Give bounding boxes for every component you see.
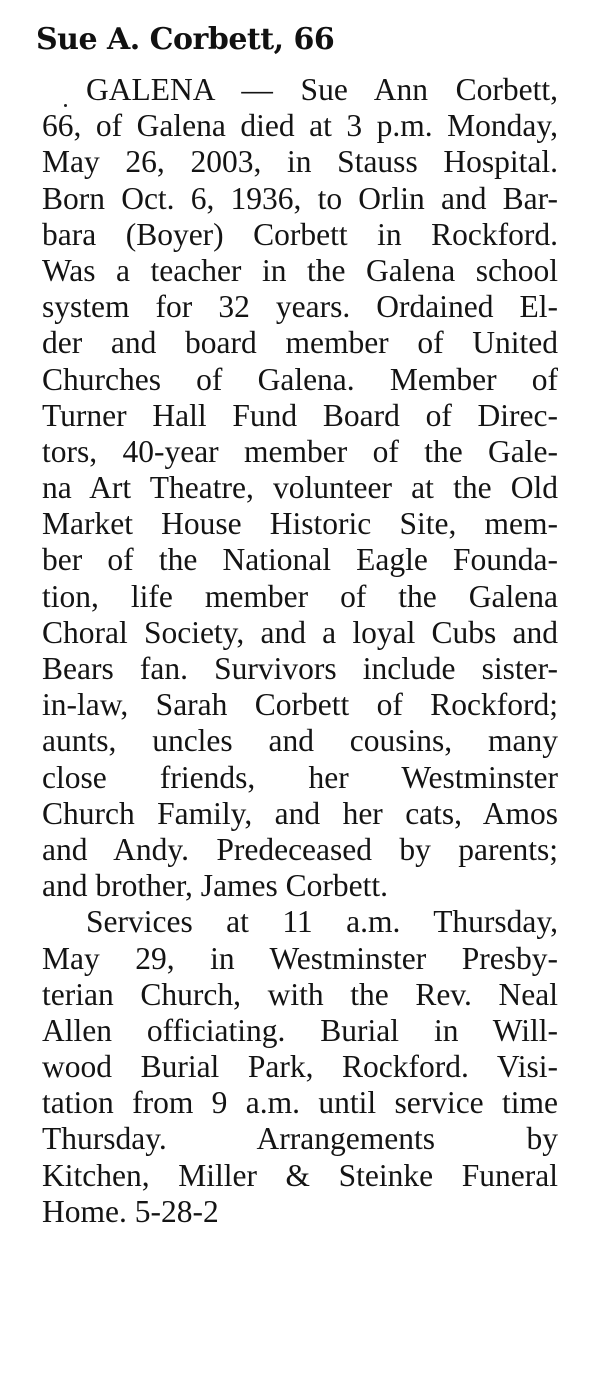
paragraph-line: tors, 40-year member of the Gale- xyxy=(42,433,558,469)
paragraph-line: and Andy. Predeceased by parents; xyxy=(42,831,558,867)
paragraph-line: na Art Theatre, volunteer at the Old xyxy=(42,470,558,506)
paragraph-line: Church Family, and her cats, Amos xyxy=(42,795,558,831)
paragraph-line: Allen officiating. Burial in Will- xyxy=(42,1012,558,1048)
paragraph-line: tation from 9 a.m. until service time xyxy=(42,1085,558,1121)
paragraph-line: der and board member of United xyxy=(42,325,558,361)
paragraph-line: Bears fan. Survivors include sister- xyxy=(42,651,558,686)
paragraph-line: bara (Boyer) Corbett in Rockford. xyxy=(42,216,558,252)
paragraph-line: Kitchen, Miller & Steinke Funeral xyxy=(42,1157,558,1193)
paragraph-line: Born Oct. 6, 1936, to Orlin and Bar- xyxy=(42,180,558,216)
paragraph-line: Market House Historic Site, mem- xyxy=(42,506,558,542)
paragraph-line: in-law, Sarah Corbett of Rockford; xyxy=(42,687,558,723)
paragraph-line: Services at 11 a.m. Thursday, xyxy=(86,904,558,940)
paragraph-line: Choral Society, and a loyal Cubs and xyxy=(42,614,558,650)
paragraph-line: GALENA — Sue Ann Corbett, xyxy=(86,72,558,107)
paragraph-line: ber of the National Eagle Founda- xyxy=(42,542,558,578)
paragraph-line: Was a teacher in the Galena school xyxy=(42,252,558,288)
paragraph-line: close friends, her Westminster xyxy=(42,759,558,795)
paragraph-line: tion, life member of the Galena xyxy=(42,578,558,614)
paragraph-line: Home. 5-28-2 xyxy=(42,1193,219,1229)
obituary-headline: Sue A. Corbett, 66 xyxy=(36,22,335,57)
paragraph-line: May 26, 2003, in Stauss Hospital. xyxy=(42,144,558,180)
paragraph-line: aunts, uncles and cousins, many xyxy=(42,723,558,759)
obituary-body xyxy=(42,72,558,1230)
paragraph-line: terian Church, with the Rev. Neal xyxy=(42,976,558,1012)
paragraph-line: May 29, in Westminster Presby- xyxy=(42,940,558,976)
paragraph-line: Turner Hall Fund Board of Direc- xyxy=(42,397,558,433)
paragraph-line: wood Burial Park, Rockford. Visi- xyxy=(42,1049,558,1085)
paragraph-line: Churches of Galena. Member of xyxy=(42,361,558,397)
paragraph-line: and brother, James Corbett. xyxy=(42,868,389,904)
paragraph-line: Thursday. Arrangements by xyxy=(42,1121,558,1157)
paragraph-line: 66, of Galena died at 3 p.m. Monday, xyxy=(42,108,558,144)
paragraph-line: system for 32 years. Ordained El- xyxy=(42,289,558,325)
